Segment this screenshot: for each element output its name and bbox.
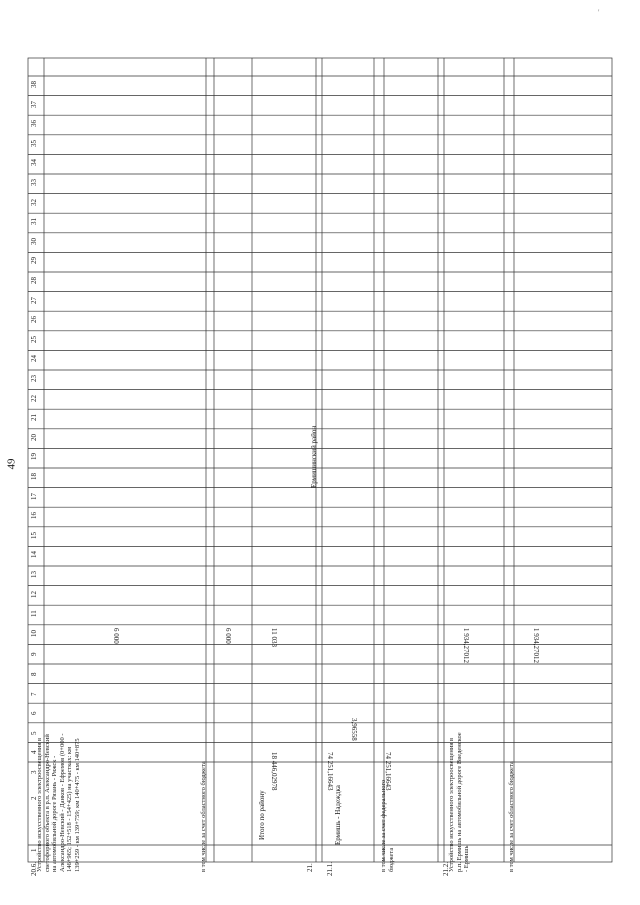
row-20-6-sub-col9: 6 000	[224, 628, 232, 644]
row-21-2-col9: 1 934,27012	[462, 628, 470, 663]
column-number: 21	[30, 414, 38, 422]
column-number: 15	[30, 531, 38, 539]
column-number: 13	[30, 571, 38, 578]
column-number: 23	[30, 375, 38, 382]
column-number: 27	[30, 296, 38, 304]
column-number: 18	[30, 473, 38, 480]
column-number: 24	[30, 355, 38, 363]
column-number: 29	[30, 257, 38, 265]
row-21-number: 21.	[306, 863, 314, 872]
total-name: Итого по району	[258, 790, 266, 840]
row-21-1-col3: 74 251,16643	[326, 752, 334, 791]
column-number: 33	[30, 179, 38, 186]
column-number: 30	[30, 237, 38, 245]
column-number: 31	[30, 218, 38, 226]
scan-mark: '	[598, 8, 600, 17]
column-number: 8	[30, 672, 38, 676]
page-number: 49	[5, 458, 18, 470]
column-number: 35	[30, 139, 38, 147]
column-number: 14	[30, 551, 38, 559]
column-number: 12	[30, 590, 38, 598]
row-20-6-col9: 6 000	[112, 628, 120, 644]
row-20-6-number: 20.6.	[30, 862, 38, 876]
column-number: 36	[30, 120, 38, 128]
column-number: 3	[30, 770, 38, 774]
total-col9: 11 033	[270, 628, 278, 647]
column-number: 17	[30, 492, 38, 500]
column-number: 2	[30, 796, 38, 800]
column-number: 1	[30, 848, 38, 852]
column-number: 9	[30, 652, 38, 657]
column-number: 20	[30, 433, 38, 441]
column-number: 37	[30, 100, 38, 108]
column-number: 19	[30, 453, 38, 461]
column-number: 22	[30, 394, 38, 402]
row-21-2-sub-name: в том числе за счет областного бюджета	[508, 761, 515, 872]
column-number: 4	[30, 750, 38, 755]
total-col3: 18 446,02978	[270, 752, 278, 791]
column-number: 16	[30, 512, 38, 520]
row-21-1-col4: 3,96558	[350, 718, 358, 741]
row-21-1-number: 21.1.	[326, 862, 334, 876]
row-20-6-sub-name: в том числе за счет областного бюджета	[200, 761, 207, 872]
column-number: 32	[30, 198, 38, 206]
district-name: Ермишинский район	[310, 425, 318, 488]
row-21-1-sub-name: в том числе за счет федерального бюджета	[380, 779, 395, 872]
row-21-2-name: Устройство искусственного электроосвещения в р.п. Ермишь на автомобильной дороге Введенское - Ермишь	[448, 732, 470, 872]
column-number: 5	[30, 731, 38, 735]
column-number: 10	[30, 629, 38, 637]
row-21-1-name: Ермишь - Надеждка	[334, 785, 342, 845]
column-number: 34	[30, 159, 38, 167]
column-number: 7	[30, 692, 38, 696]
column-number: 25	[30, 335, 38, 343]
row-20-6-name: Устройство искусственного электроосвещения в светофорного объекта в р.п. Александро-Невский на автомобильной дороге Рязань - Ряжск - Александро-Невский - Данков - Ефремов (0+000 - 146+965; 152+518 - 154+425) на участках: км 139+259 - км 139+759; км 140+475 - км 140+875	[36, 733, 81, 872]
row-21-2-sub-col9: 1 934,27012	[532, 628, 540, 663]
column-number: 11	[30, 610, 38, 618]
column-number: 28	[30, 277, 38, 284]
column-number: 26	[30, 316, 38, 324]
row-21-1-sub-col3: 74 251,16643	[384, 752, 392, 791]
column-number: 38	[30, 81, 38, 88]
row-21-2-number: 21.2.	[442, 862, 450, 876]
column-number: 6	[30, 711, 38, 716]
